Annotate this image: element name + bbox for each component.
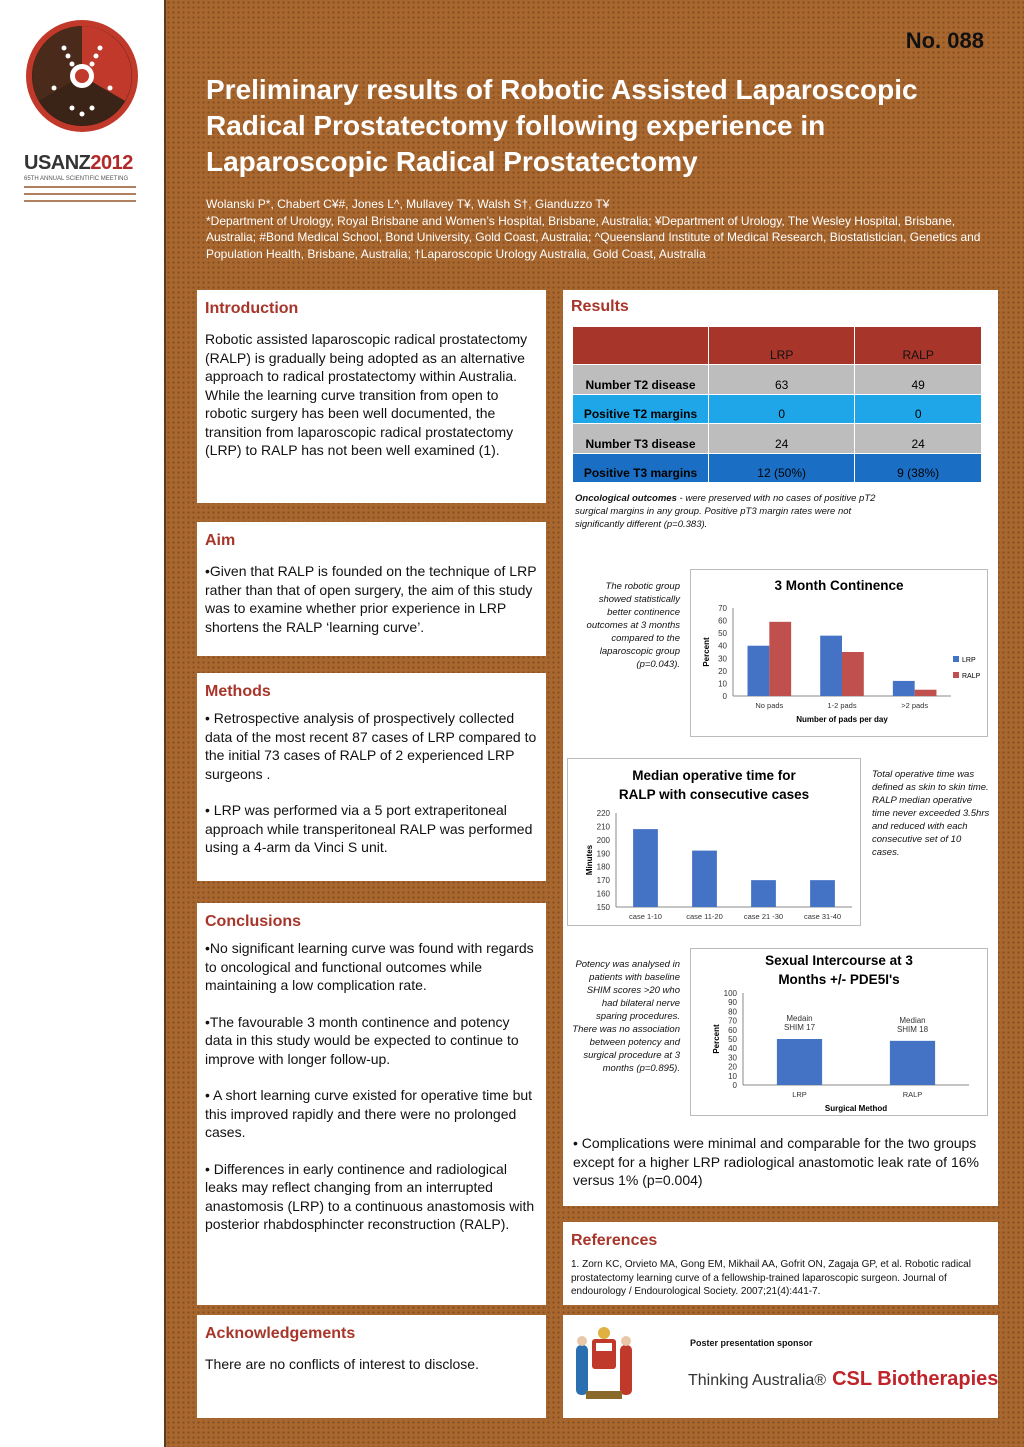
chart-title: RALP with consecutive cases bbox=[618, 787, 810, 802]
bar bbox=[769, 622, 791, 696]
bar bbox=[748, 646, 770, 696]
chart-title: Months +/- PDE5I's bbox=[778, 972, 900, 987]
operative-time-caption bbox=[872, 768, 990, 859]
sidebar bbox=[0, 0, 164, 1447]
bar bbox=[890, 1041, 935, 1085]
y-tick-label: 30 bbox=[718, 654, 727, 664]
y-tick-label: 20 bbox=[728, 1062, 737, 1072]
y-tick-label: 50 bbox=[728, 1035, 737, 1044]
y-tick-label: 40 bbox=[718, 641, 727, 651]
conclusions-heading: Conclusions bbox=[205, 913, 302, 930]
data-label: SHIM 17 bbox=[783, 1023, 816, 1032]
decorative-line bbox=[24, 193, 136, 196]
table-cell: 0 bbox=[709, 394, 855, 424]
bar bbox=[915, 690, 937, 696]
table-row bbox=[573, 394, 982, 424]
thinking-australia-text: Thinking Australia® bbox=[688, 1372, 827, 1389]
data-label: SHIM 18 bbox=[896, 1024, 929, 1034]
x-axis-label: Number of pads per day bbox=[796, 715, 888, 724]
y-tick-label: 170 bbox=[596, 876, 610, 886]
legend-label: RALP bbox=[962, 673, 981, 680]
introduction-panel bbox=[197, 290, 546, 503]
table-row-label: Positive T2 margins bbox=[573, 394, 709, 424]
operative-time-caption-a: Total operative time was defined as skin to skin time. bbox=[872, 769, 989, 793]
y-tick-label: 200 bbox=[596, 835, 610, 845]
legend-label: LRP bbox=[962, 657, 976, 664]
conclusions-text-3: • A short learning curve existed for operative time but this improved rapidly and there were no prolonged cases. bbox=[205, 1087, 533, 1140]
y-tick-label: 40 bbox=[728, 1044, 737, 1054]
csl-biotherapies-text: CSL Biotherapies bbox=[832, 1368, 999, 1390]
y-tick-label: 90 bbox=[728, 998, 737, 1008]
usanz-wordmark: USANZ2012 bbox=[24, 152, 133, 174]
data-label: Median bbox=[899, 1015, 926, 1025]
y-tick-label: 150 bbox=[596, 903, 610, 912]
bar bbox=[893, 681, 915, 696]
poster-number: No. 088 bbox=[905, 28, 984, 53]
acknowledgements-text: There are no conflicts of interest to disclose. bbox=[205, 1356, 479, 1372]
methods-panel bbox=[197, 673, 546, 881]
methods-text-1: • Retrospective analysis of prospectively collected data of the most recent 87 cases of LRP compared to the initial 73 cases of RALP of 2 experienced LRP surgeons . bbox=[205, 710, 537, 782]
chart-title: 3 Month Continence bbox=[774, 578, 904, 593]
table-cell: 0 bbox=[855, 394, 982, 424]
oncological-caption bbox=[575, 492, 895, 531]
y-axis-label: Percent bbox=[702, 637, 711, 667]
y-axis-label: Minutes bbox=[585, 844, 594, 876]
acknowledgements-panel bbox=[197, 1315, 546, 1418]
bar bbox=[810, 880, 835, 907]
table-cell: 9 (38%) bbox=[855, 453, 982, 483]
x-tick-label: LRP bbox=[792, 1090, 807, 1099]
aim-heading: Aim bbox=[205, 532, 236, 549]
legend-swatch bbox=[953, 672, 959, 678]
table-cell: 63 bbox=[709, 365, 855, 395]
table-row bbox=[573, 424, 982, 454]
results-table bbox=[572, 326, 982, 483]
table-row bbox=[573, 453, 982, 483]
operative-time-chart bbox=[567, 758, 861, 926]
sponsor-logo bbox=[688, 1368, 998, 1391]
y-tick-label: 220 bbox=[596, 809, 610, 818]
operative-time-caption-b: RALP median operative time never exceeded 3.5hrs and reduced with each consecutive set of 10 cases. bbox=[872, 795, 990, 858]
x-tick-label: 1-2 pads bbox=[827, 701, 857, 710]
bar bbox=[692, 851, 717, 907]
bar bbox=[751, 880, 776, 907]
table-cell: 24 bbox=[855, 424, 982, 454]
y-tick-label: 30 bbox=[728, 1053, 737, 1063]
table-row bbox=[573, 365, 982, 395]
y-tick-label: 50 bbox=[718, 629, 727, 639]
decorative-line bbox=[24, 186, 136, 189]
legend-swatch bbox=[953, 656, 959, 662]
continence-caption: The robotic group showed statistically better continence outcomes at 3 months compared to the laparoscopic group (p=0.043). bbox=[586, 581, 680, 670]
x-tick-label: No pads bbox=[755, 701, 784, 710]
potency-chart bbox=[690, 948, 988, 1116]
results-table-header bbox=[573, 327, 982, 365]
y-axis-label: Percent bbox=[712, 1024, 721, 1054]
x-axis-label: Surgical Method bbox=[824, 1104, 888, 1113]
bar bbox=[777, 1039, 822, 1085]
aim-panel bbox=[197, 522, 546, 656]
x-tick-label: >2 pads bbox=[901, 701, 929, 710]
authors: Wolanski P*, Chabert C¥#, Jones L^, Mullavey T¥, Walsh S†, Gianduzzo T¥ bbox=[206, 197, 610, 211]
table-header-cell bbox=[573, 327, 709, 365]
usanz-subtitle: 65TH ANNUAL SCIENTIFIC MEETING bbox=[24, 176, 129, 182]
references-panel bbox=[563, 1222, 998, 1305]
bar bbox=[820, 636, 842, 696]
complications-text: • Complications were minimal and comparable for the two groups except for a higher LRP radiological anastomotic leak rate of 16% versus 1% (p=0.004) bbox=[573, 1135, 979, 1188]
y-tick-label: 0 bbox=[722, 692, 727, 701]
x-tick-label: RALP bbox=[902, 1090, 923, 1099]
crest-icon bbox=[572, 1325, 636, 1405]
methods-heading: Methods bbox=[205, 683, 271, 700]
y-tick-label: 100 bbox=[723, 989, 737, 998]
table-row-label: Number T2 disease bbox=[573, 365, 709, 395]
conclusions-text-4: • Differences in early continence and radiological leaks may reflect changing from an interrupted anastomosis (LRP) to a continuous anastomosis with posterior rhabdosphincter reconstruction (RALP). bbox=[205, 1160, 535, 1232]
potency-caption: Potency was analysed in patients with baseline SHIM scores >20 who had bilateral nerve sparing procedures. There was no association between potency and surgical procedure at 3 months (p=0.895). bbox=[572, 959, 680, 1074]
y-tick-label: 70 bbox=[728, 1016, 737, 1026]
x-tick-label: case 1-10 bbox=[629, 912, 662, 921]
references-heading: References bbox=[571, 1232, 658, 1249]
x-tick-label: case 31-40 bbox=[803, 912, 842, 921]
operative-time-chart-svg bbox=[568, 759, 860, 925]
continence-chart bbox=[690, 569, 988, 737]
sponsor-label: Poster presentation sponsor bbox=[690, 1338, 813, 1348]
continence-chart-svg bbox=[691, 570, 987, 736]
table-cell: 49 bbox=[855, 365, 982, 395]
chart-title: Sexual Intercourse at 3 bbox=[765, 953, 913, 968]
table-cell: 12 (50%) bbox=[709, 453, 855, 483]
y-tick-label: 10 bbox=[718, 679, 727, 689]
conclusions-text-1: •No significant learning curve was found with regards to oncological and functional outcomes while maintaining a low complication rate. bbox=[205, 940, 534, 993]
y-tick-label: 160 bbox=[596, 889, 610, 899]
table-row-label: Positive T3 margins bbox=[573, 453, 709, 483]
y-tick-label: 0 bbox=[732, 1081, 737, 1090]
y-tick-label: 70 bbox=[718, 604, 727, 613]
data-label: Medain bbox=[786, 1014, 813, 1023]
y-tick-label: 10 bbox=[728, 1071, 737, 1081]
x-tick-label: case 21 -30 bbox=[743, 912, 784, 921]
aim-text: •Given that RALP is founded on the technique of LRP rather than that of open surgery, the aim of this study was to examine whether prior experience in LRP shortens the RALP ‘learning curve’. bbox=[205, 563, 537, 635]
y-tick-label: 210 bbox=[596, 822, 610, 832]
usanz-logo-icon bbox=[24, 18, 140, 134]
table-cell: 24 bbox=[709, 424, 855, 454]
decorative-line bbox=[24, 200, 136, 203]
y-tick-label: 180 bbox=[596, 862, 610, 872]
bar bbox=[842, 652, 864, 696]
y-tick-label: 20 bbox=[718, 666, 727, 676]
affiliations: *Department of Urology, Royal Brisbane and Women’s Hospital, Brisbane, Australia; ¥Department of Urology, The Wesley Hospital, Brisbane, Australia; #Bond Medical School, Bond University, Gold Coast, Australia; ^Queensland Institute of Medical Research, Biostatistician, Genetics and Population Health, Brisbane, Australia; †Laparoscopic Urology Australia, Gold Coast, Australia bbox=[206, 213, 981, 261]
author-block bbox=[206, 196, 996, 262]
y-tick-label: 60 bbox=[728, 1025, 737, 1035]
oncological-caption-text: - were preserved with no cases of positive pT2 surgical margins in any group. Positive pT3 margin rates were not significantly different (p=0.383). bbox=[575, 493, 876, 530]
conclusions-panel bbox=[197, 903, 546, 1305]
chart-title: Median operative time for bbox=[632, 768, 796, 783]
methods-text-2: • LRP was performed via a 5 port extraperitoneal approach while transperitoneal RALP was performed using a 4-arm da Vinci S unit. bbox=[205, 802, 533, 855]
oncological-caption-bold: Oncological outcomes bbox=[575, 493, 677, 504]
introduction-text: Robotic assisted laparoscopic radical prostatectomy (RALP) is gradually being adopted as an alternative approach to radical prostatectomy within Australia. While the learning curve transition from open to robotic surgery has been well documented, the transition from laparoscopic radical prostatectomy (LRP) to RALP has not been well examined (1). bbox=[205, 331, 528, 458]
table-header-cell: RALP bbox=[855, 327, 982, 365]
table-row-label: Number T3 disease bbox=[573, 424, 709, 454]
poster-title: Preliminary results of Robotic Assisted Laparoscopic Radical Prostatectomy following experience in Laparoscopic Radical Prostatectomy bbox=[206, 74, 918, 177]
y-tick-label: 190 bbox=[596, 849, 610, 859]
bar bbox=[633, 829, 658, 907]
acknowledgements-heading: Acknowledgements bbox=[205, 1325, 356, 1342]
y-tick-label: 80 bbox=[728, 1007, 737, 1017]
y-tick-label: 60 bbox=[718, 616, 727, 626]
table-header-cell: LRP bbox=[709, 327, 855, 365]
results-heading: Results bbox=[571, 298, 629, 315]
conclusions-text-2: •The favourable 3 month continence and potency data in this study would be expected to continue to improve with longer follow-up. bbox=[205, 1013, 519, 1067]
references-text: 1. Zorn KC, Orvieto MA, Gong EM, Mikhail AA, Gofrit ON, Zagaja GP, et al. Robotic radical prostatectomy learning curve of a fellowship-trained laparoscopic surgeon. Journal of endourology / Endourological Society. 2007;21(4):441-7. bbox=[571, 1259, 971, 1297]
introduction-heading: Introduction bbox=[205, 300, 299, 317]
x-tick-label: case 11-20 bbox=[686, 912, 723, 921]
potency-chart-svg bbox=[691, 949, 987, 1115]
